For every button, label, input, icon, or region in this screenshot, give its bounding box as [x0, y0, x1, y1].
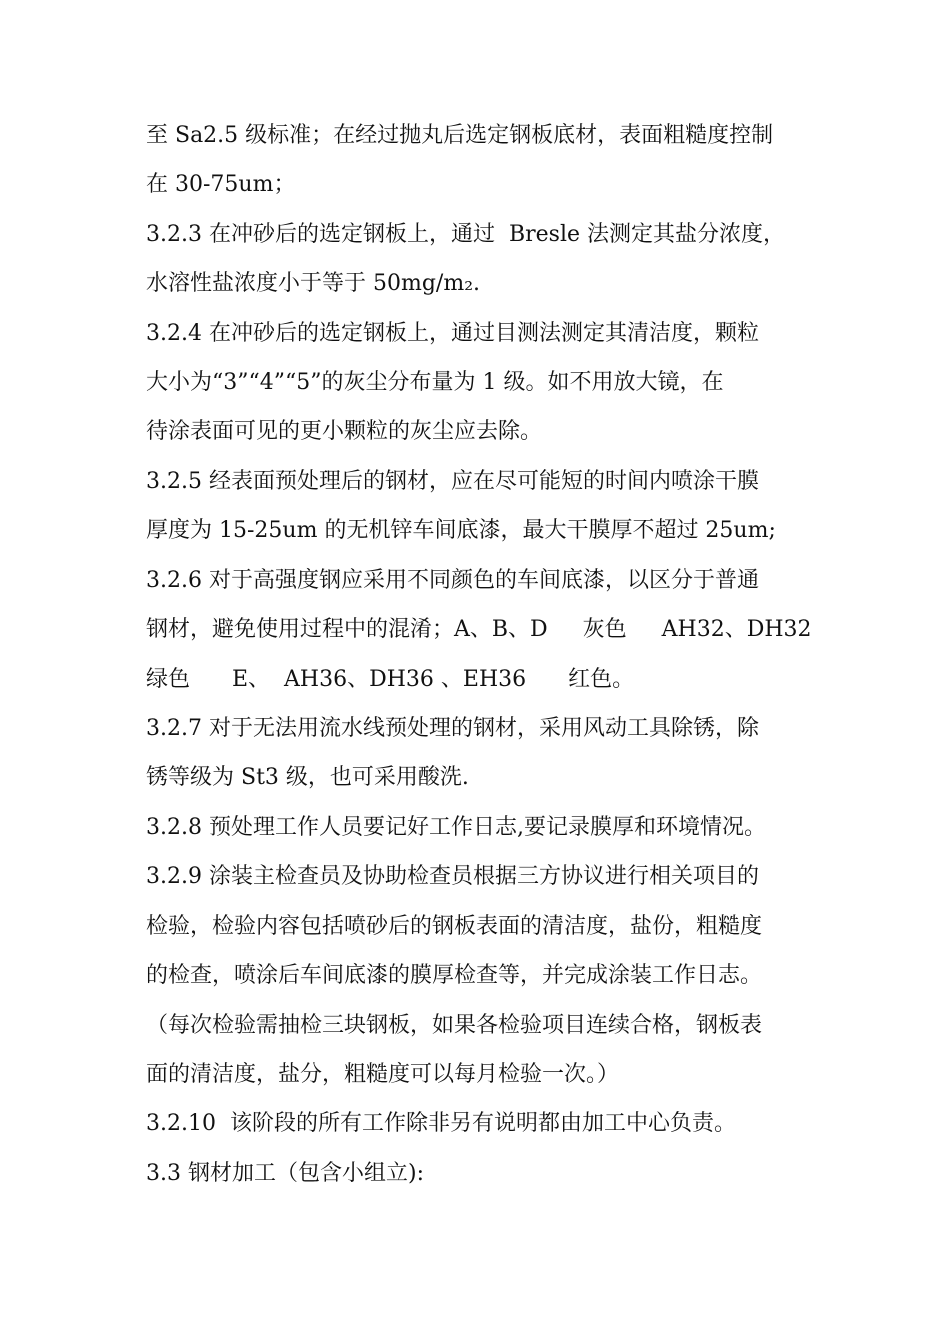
text-line: 至 Sa2.5 级标准；在经过抛丸后选定钢板底材，表面粗糙度控制	[146, 123, 774, 148]
text-line: 3.2.8 预处理工作人员要记好工作日志,要记录膜厚和环境情况。	[146, 815, 766, 840]
text-line: 检验，检验内容包括喷砂后的钢板表面的清洁度，盐份，粗糙度	[146, 914, 763, 939]
text-line: 在 30-75um；	[146, 172, 296, 197]
text-line: 3.2.9 涂装主检查员及协助检查员根据三方协议进行相关项目的	[146, 864, 759, 889]
text-line: 3.3 钢材加工（包含小组立):	[146, 1161, 424, 1186]
text-line: 待涂表面可见的更小颗粒的灰尘应去除。	[146, 419, 543, 444]
text-line: 3.2.10 该阶段的所有工作除非另有说明都由加工中心负责。	[146, 1111, 736, 1136]
text-line: 水溶性盐浓度小于等于 50mg/m₂.	[146, 271, 481, 296]
text-line: 3.2.5 经表面预处理后的钢材，应在尽可能短的时间内喷涂干膜	[146, 469, 759, 494]
text-line: （每次检验需抽检三块钢板，如果各检验项目连续合格，钢板表	[146, 1013, 763, 1038]
text-line: 3.2.3 在冲砂后的选定钢板上，通过 Bresle 法测定其盐分浓度，	[146, 222, 786, 247]
text-line: 钢材，避免使用过程中的混淆；A、B、D 灰色 AH32、DH32	[146, 617, 812, 642]
text-line: 3.2.6 对于高强度钢应采用不同颜色的车间底漆，以区分于普通	[146, 568, 759, 593]
text-line: 大小为“3”“4”“5”的灰尘分布量为 1 级。如不用放大镜，在	[146, 370, 724, 395]
text-line: 锈等级为 St3 级，也可采用酸洗.	[146, 765, 469, 790]
text-line: 3.2.7 对于无法用流水线预处理的钢材，采用风动工具除锈，除	[146, 716, 759, 741]
text-line: 面的清洁度，盐分，粗糙度可以每月检验一次。）	[146, 1062, 620, 1087]
text-line: 3.2.4 在冲砂后的选定钢板上，通过目测法测定其清洁度，颗粒	[146, 321, 759, 346]
text-line: 绿色 E、 AH36、DH36 、EH36 红色。	[146, 667, 635, 692]
text-line: 厚度为 15-25um 的无机锌车间底漆，最大干膜厚不超过 25um;	[146, 518, 776, 543]
text-line: 的检查，喷涂后车间底漆的膜厚检查等，并完成涂装工作日志。	[146, 963, 763, 988]
